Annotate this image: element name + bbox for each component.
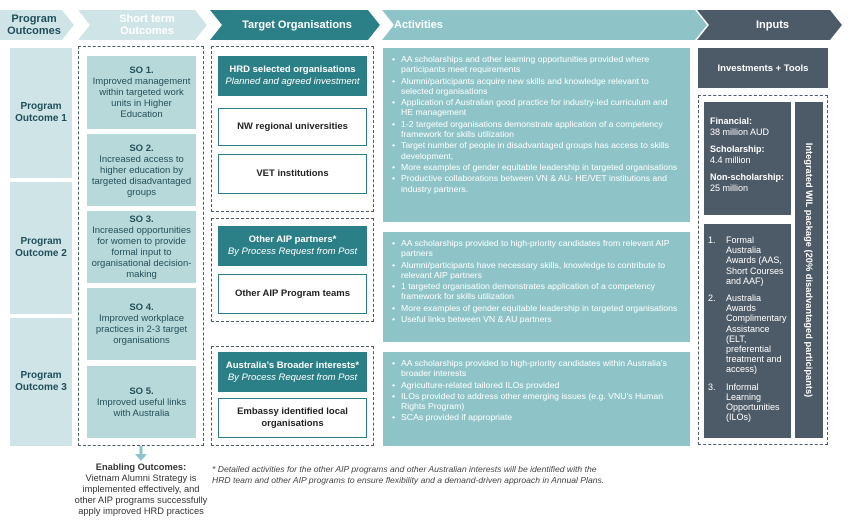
target-group-2-sub: By Process Request from Post bbox=[227, 246, 358, 257]
target-group-2-heading: Other AIP partners* bbox=[248, 234, 337, 245]
nonscholarship-value: 25 million bbox=[710, 182, 749, 193]
target-group-1-sub: Planned and agreed investment bbox=[225, 76, 360, 87]
target-embassy-orgs: Embassy identified local organisations bbox=[218, 398, 367, 438]
award-2-text: Australia Awards Complimentary Assistance (ELT, preferential treatment and access) bbox=[726, 293, 787, 375]
activities-block-1 bbox=[383, 48, 690, 222]
so-1-text: Improved management within targeted work units in Higher Education bbox=[92, 76, 191, 120]
awards-box bbox=[704, 224, 791, 438]
program-outcome-1: Program Outcome 1 bbox=[10, 48, 72, 178]
activity-1-3: • Application of Australian good practice for industry-led curriculum and HE management bbox=[401, 97, 682, 118]
so-4-title: SO 4. bbox=[129, 302, 154, 313]
activity-1-6: • More examples of gender equitable leadership in targeted organisations bbox=[401, 162, 682, 172]
target-nw-universities: NW regional universities bbox=[218, 108, 367, 146]
so-2-text: Increased access to higher education by targeted disadvantaged groups bbox=[91, 153, 192, 198]
award-3-text: Informal Learning Opportunities (ILOs) bbox=[726, 381, 780, 423]
funding-box bbox=[704, 102, 791, 215]
award-2-num: 2. bbox=[708, 293, 716, 304]
activity-2-5: • Useful links between VN & AU partners bbox=[401, 314, 682, 324]
enabling-text: Vietnam Alumni Strategy is implemented effectively, and other AIP programs successfully apply improved HRD practices bbox=[74, 473, 208, 516]
activities-block-2 bbox=[383, 232, 690, 342]
target-group-3-sub: By Process Request from Post bbox=[227, 372, 358, 383]
scholarship-value: 4.4 million bbox=[710, 154, 751, 165]
activity-1-7: • Productive collaborations between VN & AU- HE/VET institutions and industry partners. bbox=[401, 173, 682, 194]
header-program-outcomes: Program Outcomes bbox=[7, 13, 61, 37]
activity-3-3: • ILOs provided to address other emerging issues (e.g. VNU’s Human Rights Program) bbox=[401, 391, 682, 412]
award-1 bbox=[708, 235, 788, 286]
scholarship-label: Scholarship: bbox=[710, 144, 765, 154]
financial-label: Financial: bbox=[710, 116, 753, 126]
header-target-orgs: Target Organisations bbox=[242, 19, 352, 31]
award-1-text: Formal Australia Awards (AAS, Short Courses and AAF) bbox=[726, 235, 784, 286]
so-5-text: Improved useful links with Australia bbox=[96, 396, 187, 419]
activity-2-4: • More examples of gender equitable leadership in targeted organisations bbox=[401, 303, 682, 313]
so-5-title: SO 5. bbox=[129, 385, 154, 397]
so-2 bbox=[87, 134, 196, 206]
enabling-down-arrow bbox=[133, 446, 149, 462]
activity-1-2: • Alumni/participants acquire new skills and knowledge relevant to selected organisations bbox=[401, 76, 682, 97]
award-1-num: 1. bbox=[708, 235, 716, 245]
target-group-2-header bbox=[218, 226, 367, 266]
enabling-outcomes bbox=[72, 462, 210, 517]
target-group-1-header bbox=[218, 56, 367, 96]
target-other-aip-teams: Other AIP Program teams bbox=[218, 274, 367, 314]
enabling-title: Enabling Outcomes: bbox=[95, 462, 187, 472]
so-5 bbox=[87, 366, 196, 438]
award-3-num: 3. bbox=[708, 381, 716, 392]
so-4 bbox=[87, 288, 196, 360]
so-2-title: SO 2. bbox=[129, 142, 154, 154]
activity-1-4: • 1-2 targeted organisations demonstrate application of a competency framework for skills utilization bbox=[401, 119, 682, 140]
target-group-3-heading: Australia’s Broader interests* bbox=[225, 360, 360, 371]
target-group-3-header bbox=[218, 352, 367, 392]
so-1-title: SO 1. bbox=[129, 65, 154, 76]
header-activities: Activities bbox=[394, 19, 443, 31]
activity-2-1: • AA scholarships provided to high-priority candidates from relevant AIP partners bbox=[401, 238, 682, 259]
header-short-term: Short term Outcomes bbox=[119, 13, 175, 37]
so-3-text: Increased opportunities for women to provide formal input to organisational decision-making bbox=[91, 225, 192, 280]
so-3-title: SO 3. bbox=[129, 214, 154, 225]
activity-2-3: • 1 targeted organisation demonstrates application of a competency framework for skills utilization bbox=[401, 281, 682, 302]
activity-3-1: • AA scholarships provided to high-priority candidates within Australia’s broader interests bbox=[401, 358, 682, 379]
header-inputs: Inputs bbox=[756, 19, 789, 31]
activity-1-5: • Target number of people in disadvantaged groups has access to skills development, bbox=[401, 140, 682, 161]
activity-1-1: • AA scholarships and other learning opportunities provided where participants meet requirements bbox=[401, 54, 682, 75]
award-3 bbox=[708, 382, 788, 423]
target-group-1-heading: HRD selected organisations bbox=[229, 64, 356, 75]
activity-3-4: • SCAs provided if appropriate bbox=[401, 412, 682, 422]
award-2 bbox=[708, 293, 788, 375]
activities-block-3 bbox=[383, 352, 690, 446]
investments-tools: Investments + Tools bbox=[698, 48, 828, 88]
target-vet-institutions: VET institutions bbox=[218, 154, 367, 194]
program-outcome-2: Program Outcome 2 bbox=[10, 182, 72, 314]
so-1 bbox=[87, 56, 196, 129]
activity-3-2: • Agriculture-related tailored ILOs provided bbox=[401, 380, 682, 390]
financial-value: 38 million AUD bbox=[710, 126, 770, 137]
footnote: * Detailed activities for the other AIP programs and other Australian interests will be identified with the HRD team and other AIP programs to ensure flexibility and a demand-driven approach in Annual Plans. bbox=[212, 464, 605, 485]
program-outcome-3: Program Outcome 3 bbox=[10, 318, 72, 446]
activity-2-2: • Alumni/participants have necessary skills, knowledge to contribute to relevant AIP partners bbox=[401, 260, 682, 281]
nonscholarship-label: Non-scholarship: bbox=[710, 172, 785, 182]
so-3 bbox=[87, 211, 196, 283]
wil-package-label: Integrated WIL package (20% disadvantaged participants) bbox=[804, 142, 814, 398]
so-4-text: Improved workplace practices in 2-3 target organisations bbox=[95, 313, 188, 346]
